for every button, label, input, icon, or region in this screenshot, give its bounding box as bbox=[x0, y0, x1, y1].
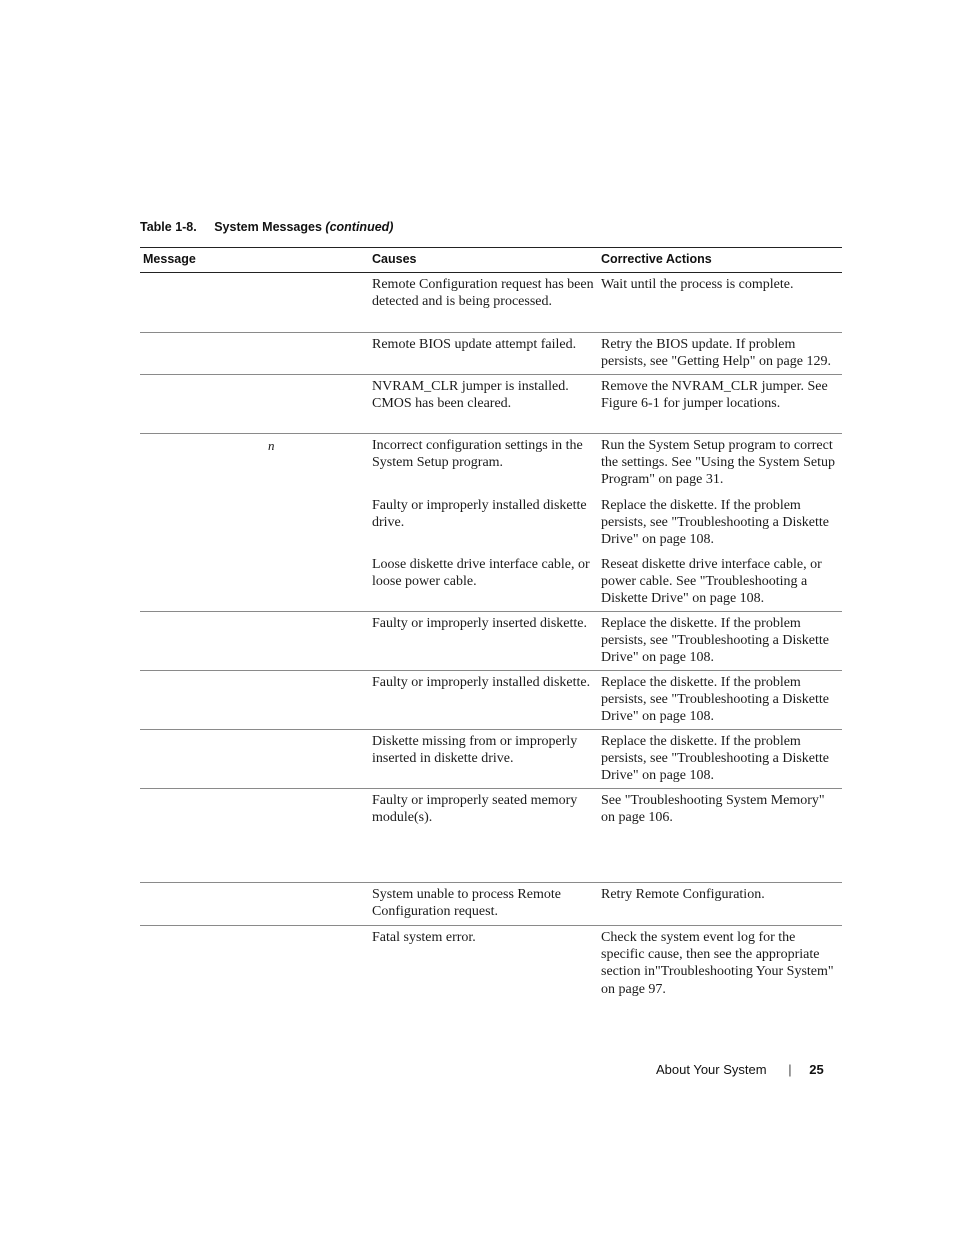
action-cell: Retry Remote Configuration. bbox=[601, 887, 765, 902]
action-cell: Remove the NVRAM_CLR jumper. See Figure 6-1 for jumper locations. bbox=[601, 379, 828, 412]
cause-cell: Loose diskette drive interface cable, or loose power cable. bbox=[372, 557, 590, 590]
header-causes: Causes bbox=[372, 252, 417, 266]
cause-cell: Diskette missing from or improperly inserted in diskette drive. bbox=[372, 734, 578, 767]
action-cell: Reseat diskette drive interface cable, or power cable. See "Troubleshooting a Diskette Drive" on page 108. bbox=[601, 557, 822, 607]
table-header-row bbox=[140, 248, 842, 273]
cause-action-entry bbox=[140, 494, 842, 553]
cause-cell: NVRAM_CLR jumper is installed. CMOS has been cleared. bbox=[372, 379, 569, 412]
table-row bbox=[140, 926, 842, 1006]
cause-cell: Faulty or improperly installed diskette. bbox=[372, 675, 591, 690]
cause-cell: Faulty or improperly inserted diskette. bbox=[372, 616, 588, 631]
table-row bbox=[140, 883, 842, 926]
cause-action-entry bbox=[140, 671, 842, 729]
cause-cell: Fatal system error. bbox=[372, 930, 476, 945]
cause-cell: Remote BIOS update attempt failed. bbox=[372, 337, 577, 352]
table-row bbox=[140, 671, 842, 730]
action-cell: Replace the diskette. If the problem persists, see "Troubleshooting a Diskette Drive" on page 108. bbox=[601, 734, 830, 784]
message-cell: n bbox=[268, 438, 275, 453]
cause-action-entry bbox=[140, 730, 842, 788]
table-caption bbox=[140, 220, 393, 234]
cause-action-entry bbox=[140, 612, 842, 670]
cause-action-entry bbox=[140, 375, 842, 433]
table-row bbox=[140, 333, 842, 375]
table-row bbox=[140, 375, 842, 434]
cause-action-entry bbox=[140, 434, 842, 494]
action-cell: Wait until the process is complete. bbox=[601, 277, 794, 292]
action-cell: Retry the BIOS update. If problem persists, see "Getting Help" on page 129. bbox=[601, 337, 831, 370]
table-number: Table 1-8. bbox=[140, 220, 197, 234]
action-cell: Check the system event log for the specific cause, then see the appropriate section in"Troubleshooting Your System" on page 97. bbox=[601, 930, 834, 997]
table-row bbox=[140, 434, 842, 612]
cause-action-entry bbox=[140, 926, 842, 1006]
cause-cell: System unable to process Remote Configuration request. bbox=[372, 887, 561, 920]
table-row bbox=[140, 730, 842, 789]
footer-separator: | bbox=[788, 1062, 792, 1077]
action-cell: Replace the diskette. If the problem persists, see "Troubleshooting a Diskette Drive" on page 108. bbox=[601, 616, 830, 666]
cause-action-entry bbox=[140, 883, 842, 925]
cause-cell: Faulty or improperly seated memory module(s). bbox=[372, 793, 578, 826]
table-continued-label: (continued) bbox=[325, 220, 394, 234]
cause-cell: Faulty or improperly installed diskette drive. bbox=[372, 498, 587, 531]
table-title: System Messages bbox=[214, 220, 322, 234]
system-messages-table bbox=[140, 247, 842, 1006]
cause-action-entry bbox=[140, 553, 842, 611]
cause-action-entry bbox=[140, 273, 842, 332]
action-cell: See "Troubleshooting System Memory" on page 106. bbox=[601, 793, 825, 826]
cause-action-entry bbox=[140, 333, 842, 374]
action-cell: Run the System Setup program to correct the settings. See "Using the System Setup Program" on page 31. bbox=[601, 438, 835, 488]
header-message: Message bbox=[143, 252, 196, 266]
action-cell: Replace the diskette. If the problem persists, see "Troubleshooting a Diskette Drive" on page 108. bbox=[601, 675, 830, 725]
table-row bbox=[140, 789, 842, 883]
page-number: 25 bbox=[809, 1062, 824, 1077]
cause-action-entry bbox=[140, 789, 842, 882]
cause-cell: Incorrect configuration settings in the System Setup program. bbox=[372, 438, 583, 471]
header-corrective-actions: Corrective Actions bbox=[601, 252, 712, 266]
page-footer bbox=[656, 1062, 824, 1077]
footer-section-title: About Your System bbox=[656, 1062, 767, 1077]
table-row bbox=[140, 612, 842, 671]
action-cell: Replace the diskette. If the problem persists, see "Troubleshooting a Diskette Drive" on page 108. bbox=[601, 498, 830, 548]
cause-cell: Remote Configuration request has been detected and is being processed. bbox=[372, 277, 594, 310]
table-row bbox=[140, 273, 842, 333]
